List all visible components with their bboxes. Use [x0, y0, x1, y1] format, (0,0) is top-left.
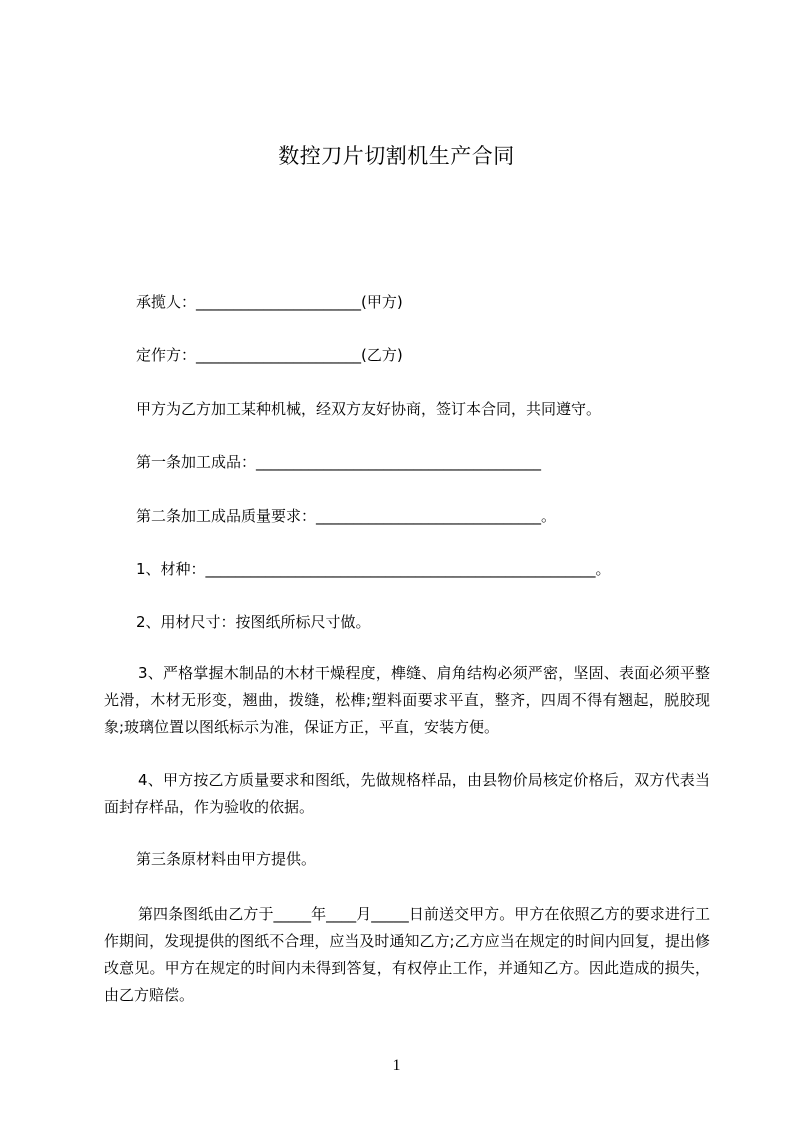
item-2-line: 2、用材尺寸：按图纸所标尺寸做。: [136, 613, 371, 631]
article-4-paragraph: 第四条图纸由乙方于_____年____月_____日前送交甲方。甲方在依照乙方的要求进行工作期间，发现提供的图纸不合理，应当及时通知乙方;乙方应当在规定的时间内回复，提出修改意见。甲方在规定的时间内未得到答复，有权停止工作，并通知乙方。因此造成的损失，由乙方赔偿。: [104, 905, 710, 1004]
page-number: 1: [392, 1057, 401, 1074]
article-2-line: 第二条加工成品质量要求：______________________________。: [136, 507, 557, 525]
contractor-line: 承揽人：______________________(甲方): [136, 293, 403, 311]
item-3-paragraph: 3、严格掌握木制品的木材干燥程度，榫缝、肩角结构必须严密，坚固、表面必须平整光滑，木材无形变，翘曲，拨缝，松榫;塑料面要求平直，整齐，四周不得有翘起，脱胶现象;玻璃位置以图纸标示为准，保证方正，平直，安装方便。: [104, 664, 710, 736]
intro-paragraph: 甲方为乙方加工某种机械，经双方友好协商，签订本合同，共同遵守。: [136, 400, 602, 418]
article-1-line: 第一条加工成品：______________________________________: [136, 453, 542, 471]
document-title: 数控刀片切割机生产合同: [278, 144, 515, 168]
item-1-line: 1、材种：____________________________________________________。: [136, 560, 611, 578]
article-3-line: 第三条原材料由甲方提供。: [136, 850, 317, 868]
item-4-paragraph: 4、甲方按乙方质量要求和图纸，先做规格样品，由县物价局核定价格后，双方代表当面封存样品，作为验收的依据。: [104, 771, 710, 816]
orderer-line: 定作方：______________________(乙方): [136, 346, 403, 364]
